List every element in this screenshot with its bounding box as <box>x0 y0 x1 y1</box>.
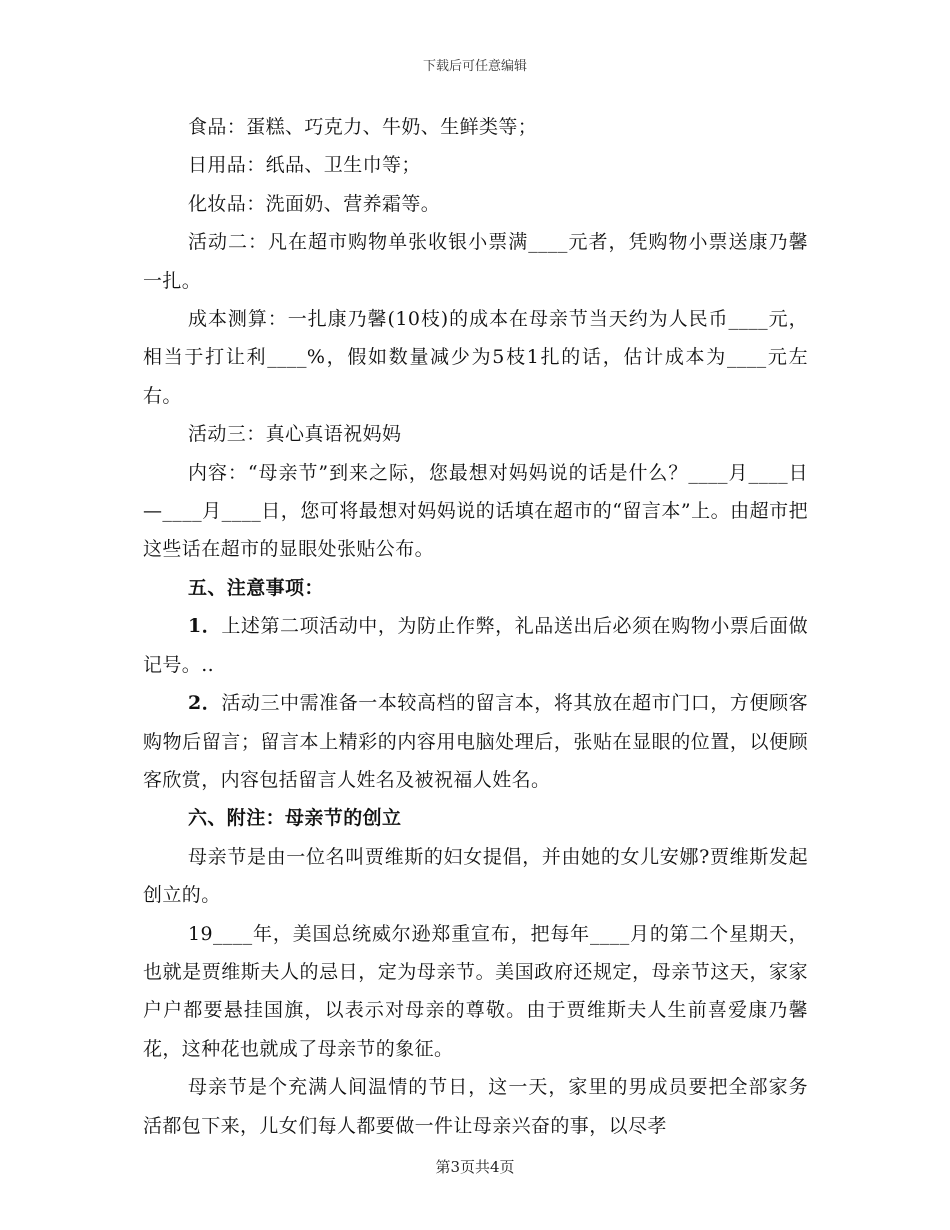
festival-paragraph: 母亲节是个充满人间温情的节日，这一天，家里的男成员要把全部家务活都包下来，儿女们每人都要做一件让母亲兴奋的事，以尽孝 <box>143 1076 808 1137</box>
activity-three-heading: 活动三：真心真语祝妈妈 <box>188 423 402 446</box>
note-number-1: 1． <box>188 615 222 638</box>
section-six-title: 六、附注：母亲节的创立 <box>188 807 402 830</box>
activity-two-paragraph: 活动二：凡在超市购物单张收银小票满____元者，凭购物小票送康乃馨一扎。 <box>143 231 808 292</box>
note-item-2 <box>143 684 808 799</box>
document-body <box>143 108 808 1145</box>
cost-estimate-paragraph: 成本测算：一扎康乃馨(10枝)的成本在母亲节当天约为人民币____元，相当于打让利____%，假如数量减少为5枝1扎的话，估计成本为____元左右。 <box>143 308 808 407</box>
history-paragraph: 19____年，美国总统威尔逊郑重宣布，把每年____月的第二个星期天，也就是贾维斯夫人的忌日，定为母亲节。美国政府还规定，母亲节这天，家家户户都要悬挂国旗，以表示对母亲的尊敬。由于贾维斯夫人生前喜爱康乃馨花，这种花也就成了母亲节的象征。 <box>143 922 808 1060</box>
note-item-1 <box>143 607 808 684</box>
food-line: 食品：蛋糕、巧克力、牛奶、生鲜类等； <box>188 116 538 138</box>
note-number-2: 2． <box>188 692 222 715</box>
header-note: 下载后可任意编辑 <box>422 59 527 74</box>
cosmetics-line: 化妆品：洗面奶、营养霜等。 <box>188 192 441 215</box>
page-number: 第3页共4页 <box>435 1158 515 1176</box>
daily-goods-line: 日用品：纸品、卫生巾等； <box>188 154 421 177</box>
note-text-2: 活动三中需准备一本较高档的留言本，将其放在超市门口，方便顾客购物后留言；留言本上精彩的内容用电脑处理后，张贴在显眼的位置，以便顾客欣赏，内容包括留言人姓名及被祝福人姓名。 <box>143 692 808 791</box>
section-five-title: 五、注意事项： <box>188 576 324 599</box>
activity-three-content: 内容：“母亲节”到来之际，您最想对妈妈说的话是什么？____月____日—____月____日，您可将最想对妈妈说的话填在超市的“留言本”上。由超市把这些话在超市的显眼处张贴公布。 <box>143 461 808 561</box>
note-text-1: 上述第二项活动中，为防止作弊，礼品送出后必须在购物小票后面做记号。.. <box>143 615 808 676</box>
origin-paragraph: 母亲节是由一位名叫贾维斯的妇女提倡，并由她的女儿安娜?贾维斯发起创立的。 <box>143 845 808 907</box>
